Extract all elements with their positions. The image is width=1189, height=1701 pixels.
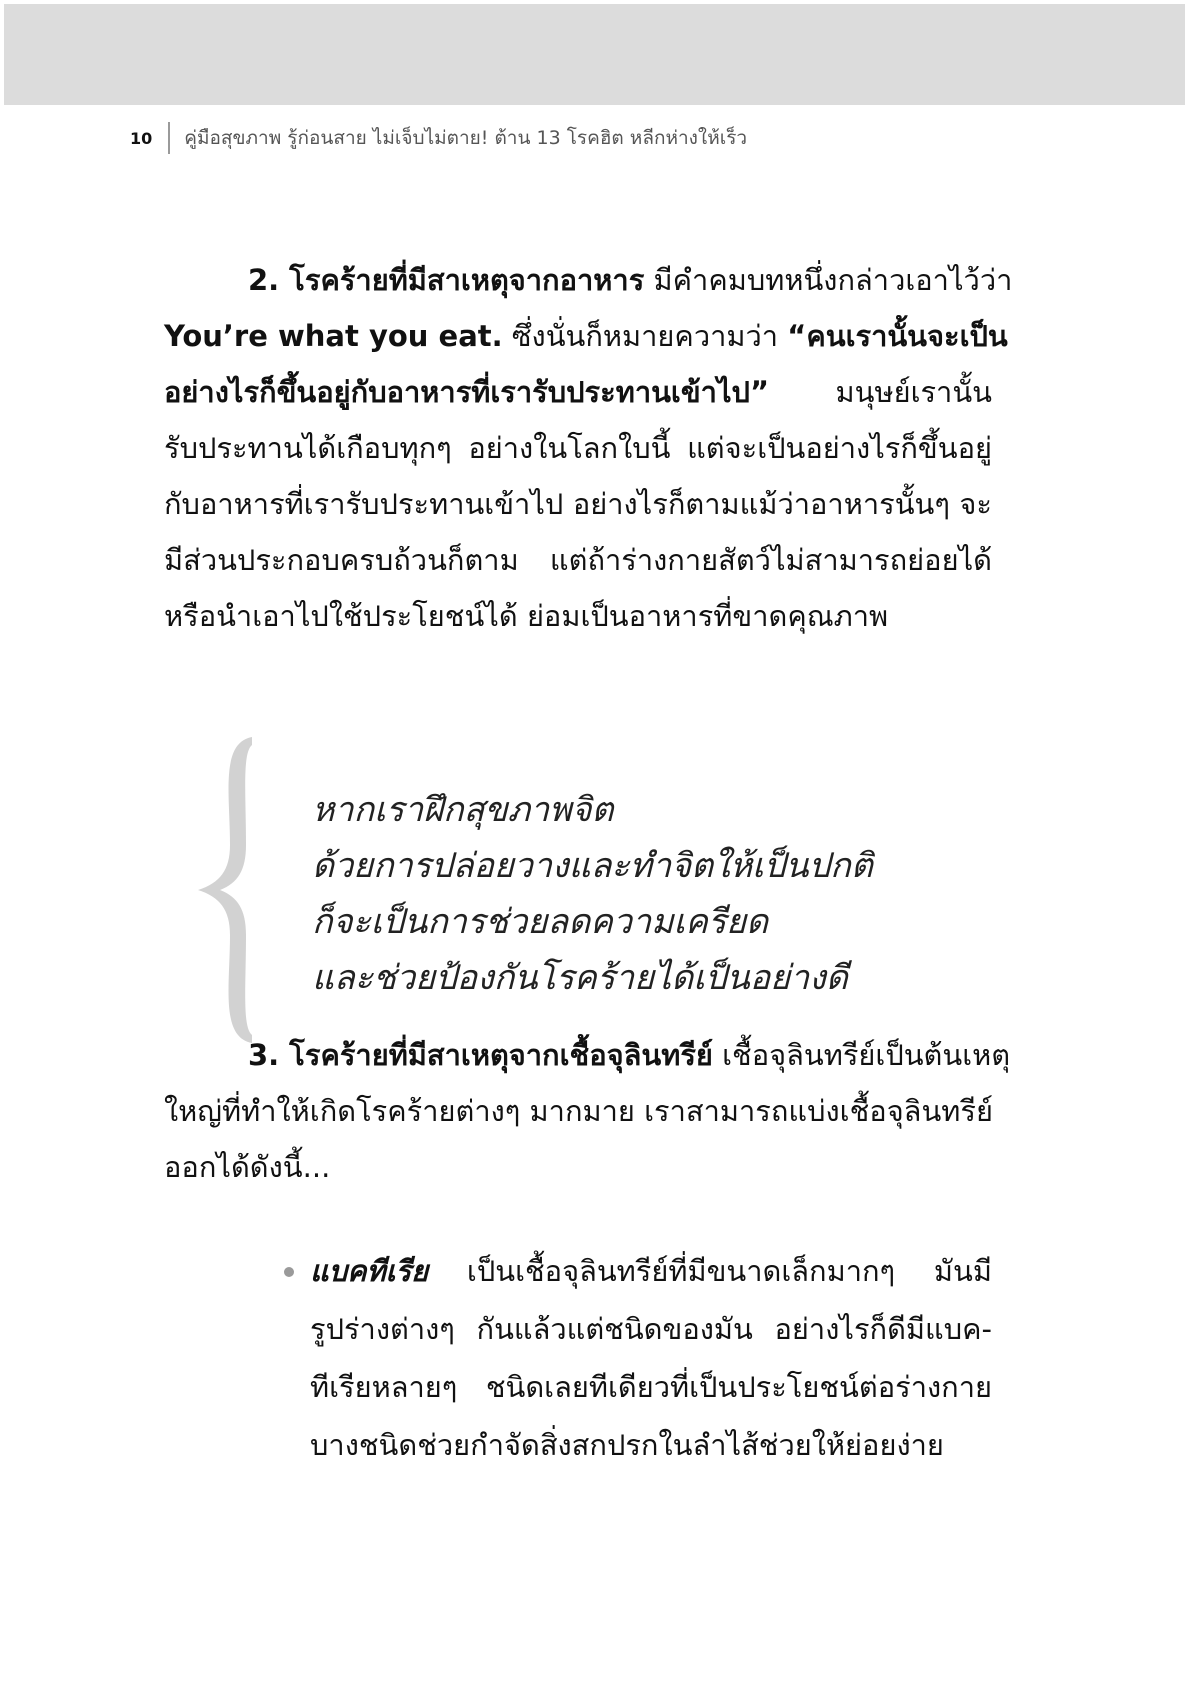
brace-decoration bbox=[190, 735, 300, 1045]
section-2-heading: 2. โรคร้ายที่มีสาเหตุจากอาหาร bbox=[248, 263, 645, 297]
paragraph-line: ใหญ่ที่ทำให้เกิดโรคร้ายต่างๆ มากมาย เราสามารถแบ่งเชื้อจุลินทรีย์ bbox=[164, 1094, 993, 1128]
page-number: 10 bbox=[130, 128, 153, 148]
paragraph-line: มีส่วนประกอบครบถ้วนก็ตาม แต่ถ้าร่างกายสัตว์ไม่สามารถย่อยได้ bbox=[164, 543, 992, 577]
english-quote: You’re what you eat. bbox=[164, 319, 503, 353]
header-divider bbox=[168, 122, 170, 154]
bold-quote: “คนเรานั้นจะเป็น bbox=[787, 319, 1008, 353]
paragraph-line: รับประทานได้เกือบทุกๆ อย่างในโลกใบนี้ แต่จะเป็นอย่างไรก็ขึ้นอยู่ bbox=[164, 431, 992, 465]
text-span: มนุษย์เรานั้น bbox=[769, 375, 992, 409]
quote-line: ด้วยการปล่อยวางและทำจิตให้เป็นปกติ bbox=[312, 846, 873, 886]
text-span: เป็นเชื้อจุลินทรีย์ที่มีขนาดเล็กมากๆ มันมี bbox=[428, 1254, 992, 1288]
bold-quote: อย่างไรก็ขึ้นอยู่กับอาหารที่เรารับประทานเข้าไป” bbox=[164, 375, 770, 409]
paragraph-line bbox=[164, 1027, 1011, 1083]
text-span: ซึ่งนั่นก็หมายความว่า bbox=[502, 319, 788, 353]
bullet-term: แบคทีเรีย bbox=[310, 1254, 429, 1288]
paragraph-line: ออกได้ดังนี้... bbox=[164, 1150, 331, 1184]
paragraph-line: กับอาหารที่เรารับประทานเข้าไป อย่างไรก็ตามแม้ว่าอาหารนั้นๆ จะ bbox=[164, 487, 992, 521]
paragraph-line bbox=[164, 364, 992, 420]
running-head bbox=[130, 122, 747, 154]
paragraph-line bbox=[164, 252, 1013, 308]
section-2-paragraph bbox=[164, 252, 1013, 644]
pull-quote bbox=[312, 782, 872, 1006]
text-span: เชื้อจุลินทรีย์เป็นต้นเหตุ bbox=[712, 1038, 1011, 1072]
section-3-paragraph bbox=[164, 1027, 1011, 1195]
bullet-item-bacteria bbox=[280, 1242, 992, 1474]
paragraph-line bbox=[164, 308, 1008, 364]
paragraph-line: หรือนำเอาไปใช้ประโยชน์ได้ ย่อมเป็นอาหารที่ขาดคุณภาพ bbox=[164, 599, 889, 633]
book-title: คู่มือสุขภาพ รู้ก่อนสาย ไม่เจ็บไม่ตาย! ต้าน 13 โรคฮิต หลีกห่างให้เร็ว bbox=[184, 127, 748, 149]
quote-line: หากเราฝึกสุขภาพจิต bbox=[312, 790, 614, 830]
bullet-line bbox=[280, 1242, 992, 1300]
bullet-icon bbox=[284, 1267, 294, 1277]
section-3-heading: 3. โรคร้ายที่มีสาเหตุจากเชื้อจุลินทรีย์ bbox=[248, 1038, 713, 1072]
bullet-line: บางชนิดช่วยกำจัดสิ่งสกปรกในลำไส้ช่วยให้ย่อยง่าย bbox=[310, 1428, 944, 1462]
text-span: มีคำคมบทหนึ่งกล่าวเอาไว้ว่า bbox=[644, 263, 1013, 297]
page-top-band bbox=[4, 4, 1185, 105]
bullet-line: รูปร่างต่างๆ กันแล้วแต่ชนิดของมัน อย่างไรก็ดีมีแบค- bbox=[310, 1312, 992, 1346]
bullet-line: ทีเรียหลายๆ ชนิดเลยทีเดียวที่เป็นประโยชน์ต่อร่างกาย bbox=[310, 1370, 992, 1404]
quote-line: และช่วยป้องกันโรคร้ายได้เป็นอย่างดี bbox=[312, 958, 848, 998]
quote-line: ก็จะเป็นการช่วยลดความเครียด bbox=[312, 902, 769, 942]
